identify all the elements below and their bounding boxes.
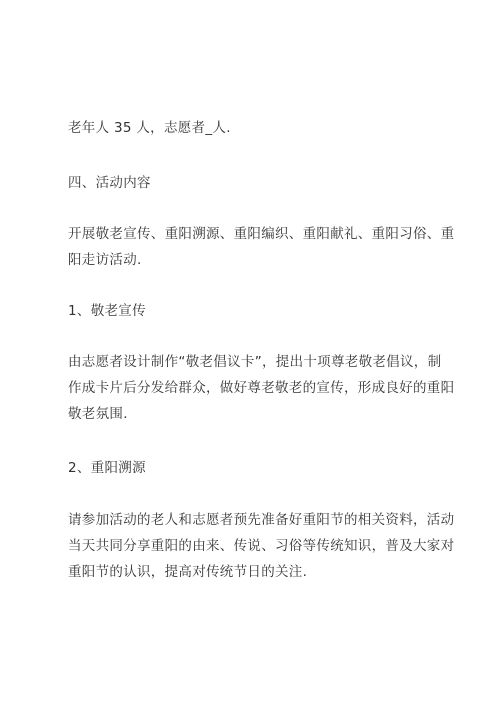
subheading-chongyang-origins xyxy=(68,455,440,481)
text-line: 重阳节的认识，提高对传统节日的关注. xyxy=(68,564,308,580)
text-line: 作成卡片后分发给群众，做好尊老敬老的宣传，形成良好的重阳 xyxy=(68,380,455,396)
paragraph-chongyang-origins xyxy=(68,507,455,585)
text-line: 当天共同分享重阳的由来、传说、习俗等传统知识，普及大家对 xyxy=(68,538,455,554)
text-line: 开展敬老宣传、重阳溯源、重阳编织、重阳献礼、重阳习俗、重 xyxy=(68,226,455,242)
paragraph-participants xyxy=(68,115,440,141)
text-line: 敬老氛围. xyxy=(68,406,128,422)
heading-text: 四、活动内容 xyxy=(68,175,151,191)
subheading-respect-publicity xyxy=(68,298,440,324)
heading-text: 1、敬老宣传 xyxy=(68,303,146,319)
text-line: 阳走访活动. xyxy=(68,252,142,268)
text-line: 老年人 35 人，志愿者_人. xyxy=(68,120,231,136)
section-heading-activity-content xyxy=(68,170,440,196)
paragraph-activity-overview xyxy=(68,221,455,273)
heading-text: 2、重阳溯源 xyxy=(68,460,146,476)
text-line: 由志愿者设计制作“敬老倡议卡”，提出十项尊老敬老倡议，制 xyxy=(68,354,442,370)
text-line: 请参加活动的老人和志愿者预先准备好重阳节的相关资料，活动 xyxy=(68,512,455,528)
paragraph-respect-publicity xyxy=(68,349,455,427)
